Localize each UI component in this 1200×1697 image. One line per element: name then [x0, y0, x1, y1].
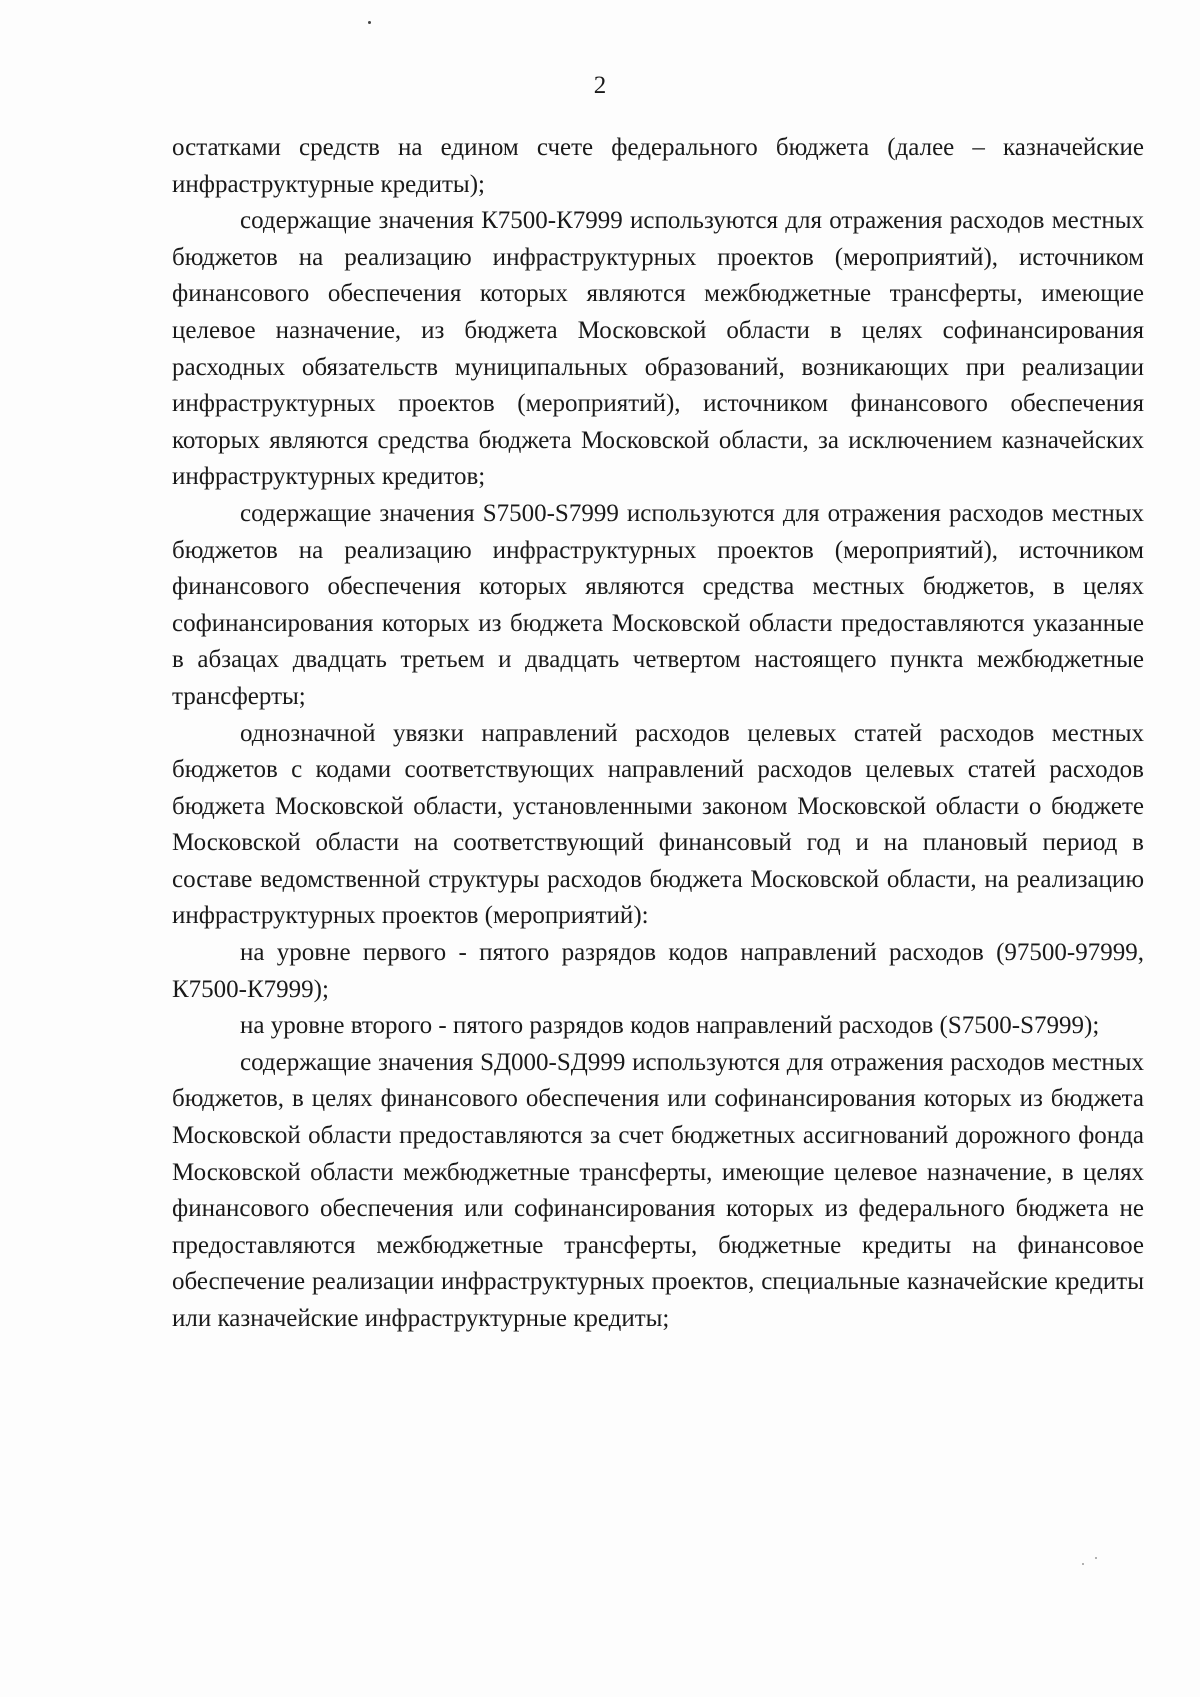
document-body [172, 130, 1144, 1338]
scan-speck [1082, 1563, 1084, 1565]
paragraph-sd000: содержащие значения SД000-SД999 используются для отражения расходов местных бюджетов, в целях финансового обеспечения или софинансирования которых из бюджета Московской области предоставляются за счет бюджетных ассигнований дорожного фонда Московской области межбюджетные трансферты, имеющие целевое назначение, в целях финансового обеспечения или софинансирования которых из федерального бюджета не предоставляются межбюджетные трансферты, бюджетные кредиты на финансовое обеспечение реализации инфраструктурных проектов, специальные казначейские кредиты или казначейские инфраструктурные кредиты; [172, 1048, 1144, 1332]
paragraph-linkage: однозначной увязки направлений расходов целевых статей расходов местных бюджетов с кодами соответствующих направлений расходов целевых статей расходов бюджета Московской области, установленными законом Московской области о бюджете Московской области на соответствующий финансовый год и на плановый период в составе ведомственной структуры расходов бюджета Московской области, на реализацию инфраструктурных проектов (мероприятий): [172, 719, 1144, 930]
scan-speck [1095, 1557, 1097, 1559]
paragraph-level-first: на уровне первого - пятого разрядов кодов направлений расходов (97500-97999, К7500-К7999); [172, 939, 1144, 1003]
scan-speck [368, 21, 371, 24]
paragraph-k7500: содержащие значения К7500-К7999 используются для отражения расходов местных бюджетов на реализацию инфраструктурных проектов (мероприятий), источником финансового обеспечения которых являются межбюджетные трансферты, имеющие целевое назначение, из бюджета Московской области в целях софинансирования расходных обязательств муниципальных образований, возникающих при реализации инфраструктурных проектов (мероприятий), источником финансового обеспечения которых являются средства бюджета Московской области, за исключением казначейских инфраструктурных кредитов; [172, 207, 1144, 491]
paragraph-level-second: на уровне второго - пятого разрядов кодов направлений расходов (S7500-S7999); [240, 1012, 1100, 1040]
paragraph-s7500: содержащие значения S7500-S7999 используются для отражения расходов местных бюджетов на реализацию инфраструктурных проектов (мероприятий), источником финансового обеспечения которых являются средства местных бюджетов, в целях софинансирования которых из бюджета Московской области предоставляются указанные в абзацах двадцать третьем и двадцать четвертом настоящего пункта межбюджетные трансферты; [172, 499, 1144, 710]
paragraph-continuation: остатками средств на едином счете федерального бюджета (далее – казначейские инфраструктурные кредиты); [172, 134, 1144, 198]
page-number: 2 [593, 72, 607, 99]
